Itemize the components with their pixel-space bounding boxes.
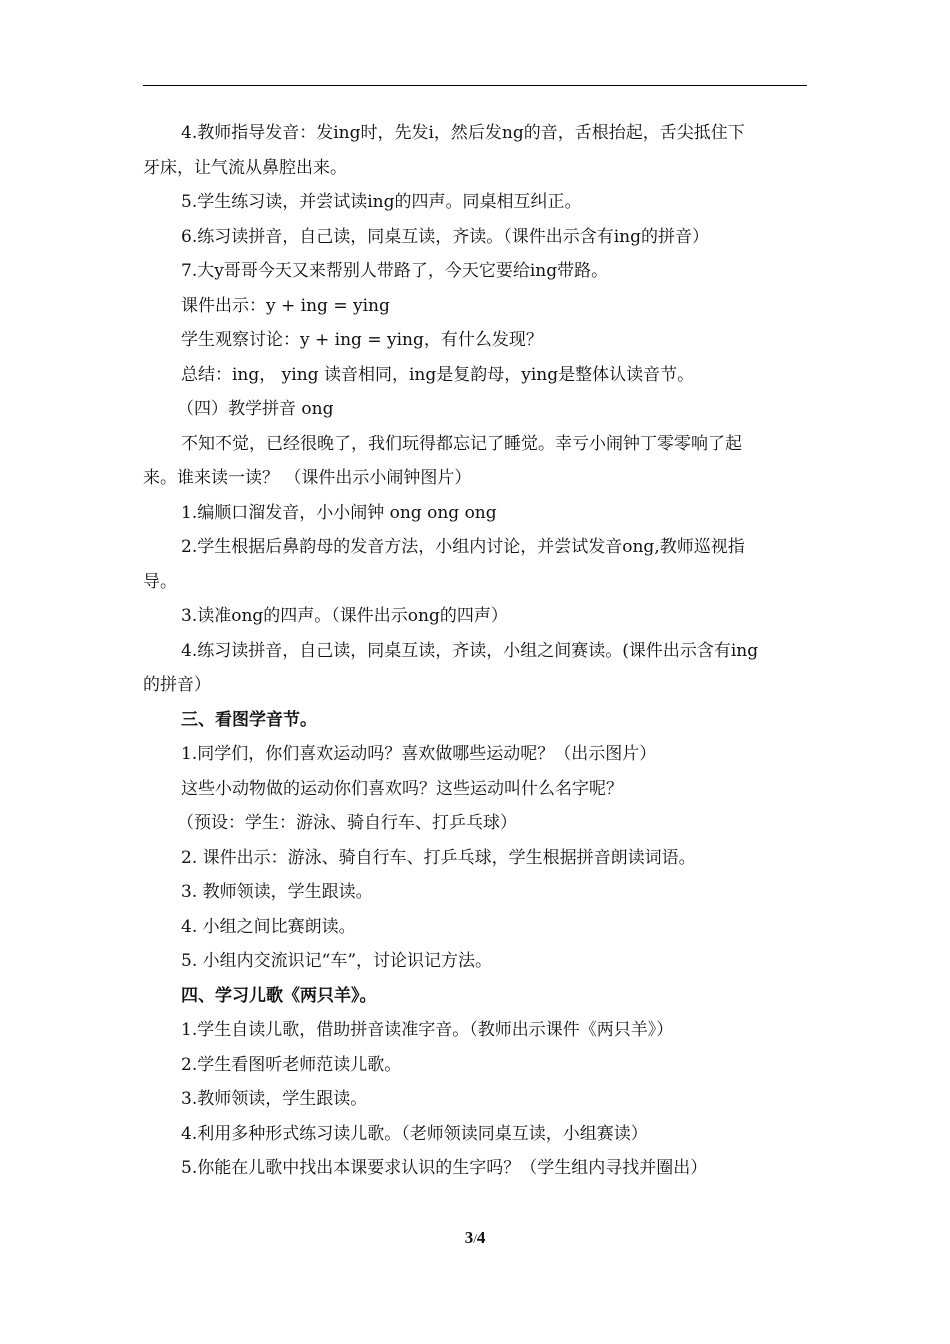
text-line: 4. 小组之间比赛朗读。 xyxy=(181,916,356,937)
text-line: 这些小动物做的运动你们喜欢吗？这些运动叫什么名字呢？ xyxy=(181,778,623,799)
text-line: 1.学生自读儿歌，借助拼音读准字音。（教师出示课件《两只羊》） xyxy=(181,1020,674,1040)
text-line: 总结：ing， ying 读音相同，ing是复韵母，ying是整体认读音节。 xyxy=(181,364,695,385)
text-line: 4.利用多种形式练习读儿歌。（老师领读同桌互读，小组赛读） xyxy=(181,1123,648,1144)
text-line: 3.教师领读，学生跟读。 xyxy=(181,1089,368,1109)
text-line: 5. 小组内交流识记“车”，讨论识记方法。 xyxy=(181,951,493,971)
page-number xyxy=(0,1228,950,1248)
section-heading: 四、学习儿歌《两只羊》。 xyxy=(181,985,377,1006)
text-line: 的拼音） xyxy=(143,675,211,695)
text-line: 3.读准ong的四声。（课件出示ong的四声） xyxy=(181,606,508,626)
text-line: 6.练习读拼音，自己读，同桌互读，齐读。（课件出示含有ing的拼音） xyxy=(181,226,709,247)
current-page: 3 xyxy=(464,1228,474,1247)
text-line: （预设：学生：游泳、骑自行车、打乒乓球） xyxy=(177,813,517,833)
text-line: 7.大y哥哥今天又来帮别人带路了，今天它要给ing带路。 xyxy=(181,261,609,281)
text-line: 不知不觉，已经很晚了，我们玩得都忘记了睡觉。幸亏小闹钟丁零零响了起 xyxy=(181,433,742,454)
text-line: 2. 课件出示：游泳、骑自行车、打乒乓球，学生根据拼音朗读词语。 xyxy=(181,847,696,868)
document-body xyxy=(143,116,807,1186)
text-line: 4.练习读拼音，自己读，同桌互读，齐读，小组之间赛读。(课件出示含有ing xyxy=(181,640,759,661)
text-line: 学生观察讨论：y + ing = ying，有什么发现？ xyxy=(181,330,543,350)
header-rule xyxy=(143,85,807,86)
text-line: 2.学生根据后鼻韵母的发音方法，小组内讨论，并尝试发音ong,教师巡视指 xyxy=(181,537,745,557)
page-separator: / xyxy=(473,1231,477,1246)
text-line: 课件出示：y + ing = ying xyxy=(181,295,390,316)
section-heading: 三、看图学音节。 xyxy=(181,709,317,730)
text-line: 来。谁来读一读？ （课件出示小闹钟图片） xyxy=(143,468,472,488)
text-line: 导。 xyxy=(143,571,177,592)
text-line: 4.教师指导发音：发ing时，先发i，然后发ng的音，舌根抬起，舌尖抵住下 xyxy=(181,123,745,143)
text-line: 1.同学们，你们喜欢运动吗？喜欢做哪些运动呢？（出示图片） xyxy=(181,744,657,764)
text-line: 1.编顺口溜发音，小小闹钟 ong ong ong xyxy=(181,502,497,523)
text-line: （四）教学拼音 ong xyxy=(177,399,334,419)
text-line: 5.你能在儿歌中找出本课要求认识的生字吗？（学生组内寻找并圈出） xyxy=(181,1158,708,1178)
text-line: 5.学生练习读，并尝试读ing的四声。同桌相互纠正。 xyxy=(181,192,582,212)
text-line: 牙床，让气流从鼻腔出来。 xyxy=(143,157,347,178)
text-line: 3. 教师领读，学生跟读。 xyxy=(181,882,373,902)
text-line: 2.学生看图听老师范读儿歌。 xyxy=(181,1054,402,1075)
total-pages: 4 xyxy=(476,1228,486,1247)
